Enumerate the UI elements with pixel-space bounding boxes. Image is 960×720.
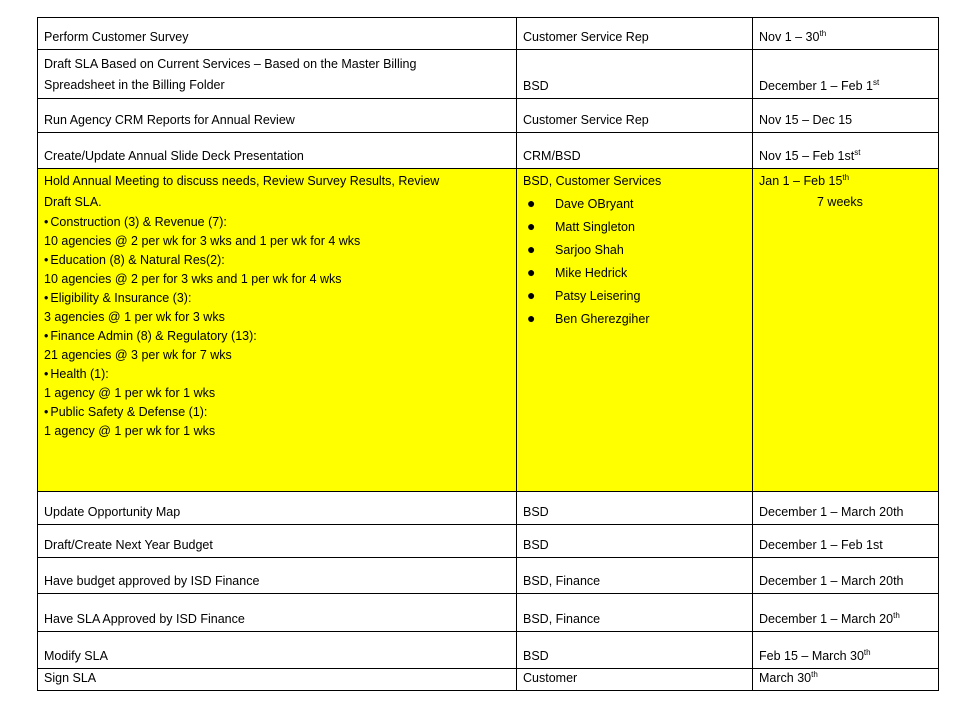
group-detail: 1 agency @ 1 per wk for 1 wks xyxy=(44,386,216,400)
bullet-icon: • xyxy=(44,405,49,419)
date-cell: December 1 – March 20th xyxy=(753,594,939,632)
group-label: • Eligibility & Insurance (3): xyxy=(44,291,192,305)
list-item: ● Sarjoo Shah xyxy=(523,238,747,261)
task-cell: Sign SLA xyxy=(38,669,517,691)
bullet-icon: • xyxy=(44,329,49,343)
bullet-icon: • xyxy=(44,215,49,229)
group-label: • Construction (3) & Revenue (7): xyxy=(44,215,227,229)
owner-cell: BSD, Finance xyxy=(517,594,753,632)
list-item: ● Ben Gherezgiher xyxy=(523,307,747,330)
table-row xyxy=(38,50,939,99)
owner-cell: BSD xyxy=(517,50,753,99)
bullet-icon: ● xyxy=(527,264,536,280)
bullet-icon: ● xyxy=(527,287,536,303)
bullet-icon: • xyxy=(44,253,49,267)
date-cell: December 1 – Feb 1st xyxy=(753,50,939,99)
list-item: ● Mike Hedrick xyxy=(523,261,747,284)
task-cell: Perform Customer Survey xyxy=(38,18,517,50)
group-detail: 21 agencies @ 3 per wk for 7 wks xyxy=(44,348,232,362)
owner-cell: BSD xyxy=(517,492,753,525)
bullet-icon: • xyxy=(44,291,49,305)
date-cell: Feb 15 – March 30th xyxy=(753,632,939,669)
names-list xyxy=(523,192,747,330)
list-item: ● Matt Singleton xyxy=(523,215,747,238)
table-row xyxy=(38,133,939,169)
bullet-icon: ● xyxy=(527,241,536,257)
task-cell: Hold Annual Meeting to discuss needs, Review Survey Results, Review Draft SLA. • Construction (3) & Revenue (7): 10 agencies @ 2 per wk for 3 wks and 1 per wk for 4 wks • Education (8) & Natural Res(2): 10 agencies @ 2 per for 3 wks and 1 per wk for 4 wks • Eligibility & Insurance (3): 3 agencies @ 1 per wk for 3 wks • Finance Admin (8) & Regulatory (13): 21 agencies @ 3 per wk for 7 wks • Health (1): 1 agency @ 1 per wk for 1 wks • Public Safety & Defense (1): 1 agency @ 1 per wk for 1 wks xyxy=(38,169,517,492)
date-cell: Nov 15 – Feb $1st^{st}$ xyxy=(753,133,939,169)
owner-cell: BSD, Finance xyxy=(517,558,753,594)
duration-label: 7 weeks xyxy=(817,195,863,209)
task-cell: Run Agency CRM Reports for Annual Review xyxy=(38,99,517,133)
group-detail: 1 agency @ 1 per wk for 1 wks xyxy=(44,424,216,438)
owner-cell: Customer Service Rep xyxy=(517,18,753,50)
table-row-highlighted xyxy=(38,169,939,492)
group-detail: 3 agencies @ 1 per wk for 3 wks xyxy=(44,310,225,324)
owner-cell: BSD, Customer Services ● Dave OBryant ● Matt Singleton ● Sarjoo Shah ● Mike Hedrick ● Patsy Leisering ● Ben Gherezgiher xyxy=(517,169,753,492)
table-row xyxy=(38,99,939,133)
task-cell: Have budget approved by ISD Finance xyxy=(38,558,517,594)
task-cell: Modify SLA xyxy=(38,632,517,669)
table-row xyxy=(38,594,939,632)
group-label: • Health (1): xyxy=(44,367,109,381)
task-cell: Draft SLA Based on Current Services – Based on the Master Billing Spreadsheet in the Billing Folder xyxy=(38,50,517,99)
owner-cell: BSD xyxy=(517,632,753,669)
bullet-icon: ● xyxy=(527,195,536,211)
owner-cell: Customer Service Rep xyxy=(517,99,753,133)
task-cell: Create/Update Annual Slide Deck Presentation xyxy=(38,133,517,169)
schedule-table xyxy=(37,17,939,691)
task-cell: Update Opportunity Map xyxy=(38,492,517,525)
group-label: • Public Safety & Defense (1): xyxy=(44,405,208,419)
group-detail: 10 agencies @ 2 per for 3 wks and 1 per wk for 4 wks xyxy=(44,272,342,286)
date-cell: December 1 – March 20th xyxy=(753,492,939,525)
bullet-icon: • xyxy=(44,367,49,381)
group-detail: 10 agencies @ 2 per wk for 3 wks and 1 per wk for 4 wks xyxy=(44,234,361,248)
date-cell: December 1 – March 20th xyxy=(753,558,939,594)
date-cell: Nov 15 – Dec 15 xyxy=(753,99,939,133)
table-row xyxy=(38,558,939,594)
date-cell: December 1 – Feb 1st xyxy=(753,525,939,558)
group-label: • Education (8) & Natural Res(2): xyxy=(44,253,225,267)
table-row xyxy=(38,18,939,50)
date-cell: Nov 1 – 30th xyxy=(753,18,939,50)
table-row xyxy=(38,525,939,558)
bullet-icon: ● xyxy=(527,218,536,234)
owner-cell: Customer xyxy=(517,669,753,691)
task-cell: Have SLA Approved by ISD Finance xyxy=(38,594,517,632)
bullet-icon: ● xyxy=(527,310,536,326)
list-item: ● Patsy Leisering xyxy=(523,284,747,307)
date-cell: Jan 1 – Feb 15th 7 weeks xyxy=(753,169,939,492)
date-cell: March 30th xyxy=(753,669,939,691)
task-cell: Draft/Create Next Year Budget xyxy=(38,525,517,558)
table-row xyxy=(38,669,939,691)
group-label: • Finance Admin (8) & Regulatory (13): xyxy=(44,329,257,343)
table-row xyxy=(38,492,939,525)
list-item: ● Dave OBryant xyxy=(523,192,747,215)
table-row xyxy=(38,632,939,669)
owner-cell: BSD xyxy=(517,525,753,558)
owner-cell: CRM/BSD xyxy=(517,133,753,169)
